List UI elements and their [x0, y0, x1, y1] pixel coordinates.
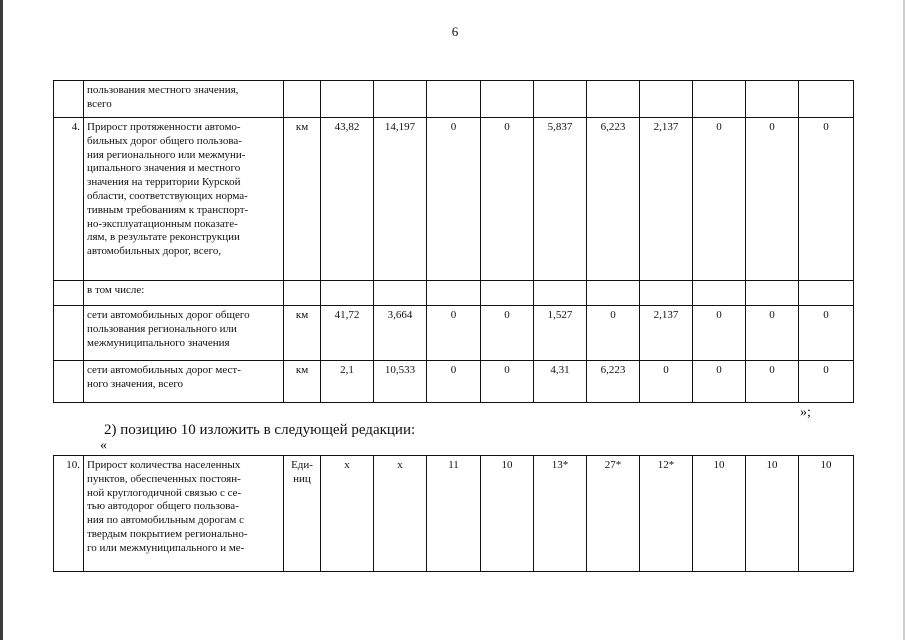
value-cell-line: 2,1	[340, 364, 354, 376]
value-cell-line: 0	[504, 121, 510, 133]
value-cell-line: 6,223	[600, 364, 626, 376]
value-cell	[587, 81, 640, 118]
value-cell-line: х	[344, 459, 350, 471]
value-cell-line: 0	[450, 121, 457, 133]
value-cell-line: 0	[716, 364, 722, 376]
indicator-name	[84, 456, 284, 572]
unit-cell-line: км	[295, 309, 309, 321]
value-cell	[427, 281, 481, 306]
value-cell	[321, 81, 374, 118]
value-cell-line: 6,223	[600, 121, 626, 133]
indicator-name-line: значения на территории Курской	[87, 176, 241, 189]
indicator-name-line: ципального значения и местного	[87, 162, 241, 175]
value-cell-line: 41,72	[334, 309, 360, 321]
value-cell-line: 0	[823, 309, 829, 321]
value-cell	[587, 456, 640, 572]
value-cell	[481, 361, 534, 403]
value-cell-line: 0	[769, 121, 775, 133]
unit-cell	[284, 361, 321, 403]
value-cell	[746, 81, 799, 118]
indicator-name-line: но-эксплуатационным показате-	[87, 217, 238, 230]
unit-cell-line: ниц	[293, 472, 311, 485]
indicator-name-line: всего	[87, 97, 112, 110]
value-cell	[534, 281, 587, 306]
table-row	[54, 118, 854, 281]
value-cell	[321, 118, 374, 281]
value-cell	[427, 456, 481, 572]
value-cell-line: 14,197	[384, 121, 416, 133]
value-cell	[587, 281, 640, 306]
indicators-table-part	[53, 80, 854, 403]
value-cell	[481, 456, 534, 572]
value-cell	[321, 306, 374, 361]
indicator-name-line: сети автомобильных дорог мест-	[87, 364, 241, 376]
indicator-name	[84, 361, 284, 403]
unit-cell	[284, 306, 321, 361]
value-cell	[374, 81, 427, 118]
indicator-name-line: ния регионального или межмуни-	[87, 148, 246, 161]
row-number-line: 10.	[66, 459, 80, 471]
value-cell-line: 10,533	[384, 364, 416, 376]
value-cell	[640, 118, 693, 281]
value-cell-line: 0	[716, 309, 722, 321]
value-cell-line: 10	[713, 459, 725, 471]
value-cell	[374, 306, 427, 361]
indicator-name-line: межмуниципального значения	[87, 336, 230, 349]
unit-cell-line: км	[295, 364, 309, 376]
indicator-name-line: ного значения, всего	[87, 377, 184, 390]
scan-left-edge	[0, 0, 3, 640]
value-cell	[587, 361, 640, 403]
value-cell-line: 10	[501, 459, 513, 471]
value-cell	[693, 118, 746, 281]
value-cell	[640, 281, 693, 306]
table-row	[54, 361, 854, 403]
value-cell	[746, 306, 799, 361]
indicator-name-line: тивным требованиям к транспорт-	[87, 203, 249, 216]
indicator-name	[84, 81, 284, 118]
value-cell	[640, 306, 693, 361]
value-cell	[481, 118, 534, 281]
value-cell-line: 0	[663, 364, 669, 376]
value-cell	[799, 281, 854, 306]
value-cell	[587, 118, 640, 281]
indicator-name-line: пунктов, обеспеченных постоян-	[87, 472, 241, 485]
value-cell	[481, 281, 534, 306]
value-cell	[799, 456, 854, 572]
value-cell-line: 2,137	[653, 309, 679, 321]
value-cell	[427, 81, 481, 118]
value-cell-line: 1,527	[547, 309, 573, 321]
indicator-name-line: Прирост протяженности автомо-	[87, 121, 241, 133]
row-number	[54, 361, 84, 403]
indicator-name-line: бильных дорог общего пользова-	[87, 134, 242, 147]
value-cell-line: 43,82	[334, 121, 360, 133]
table-row	[54, 81, 854, 118]
indicator-name-line: автомобильных дорог, всего,	[87, 245, 222, 258]
value-cell-line: 27*	[604, 459, 622, 471]
value-cell	[534, 361, 587, 403]
indicator-name-line: тью автодорог общего пользова-	[87, 500, 239, 513]
value-cell-line: 11	[448, 459, 459, 471]
value-cell	[693, 306, 746, 361]
amendment-intro: 2) позицию 10 изложить в следующей редакции:	[104, 422, 416, 438]
value-cell-line: 0	[504, 364, 510, 376]
closing-quote: »;	[800, 405, 811, 420]
value-cell	[693, 281, 746, 306]
table-row	[54, 456, 854, 572]
value-cell	[693, 456, 746, 572]
value-cell	[481, 306, 534, 361]
value-cell	[374, 456, 427, 572]
value-cell	[640, 361, 693, 403]
value-cell	[693, 361, 746, 403]
value-cell	[746, 118, 799, 281]
value-cell-line: 0	[610, 309, 616, 321]
indicator-name	[84, 306, 284, 361]
value-cell	[799, 306, 854, 361]
unit-cell-line: Еди-	[291, 459, 313, 471]
indicator-name-line: ния по автомобильным дорогам с	[87, 514, 244, 527]
unit-cell	[284, 81, 321, 118]
table1-body	[54, 81, 854, 403]
value-cell-line: 0	[716, 121, 722, 133]
unit-cell-line: км	[295, 121, 309, 133]
value-cell-line: 0	[823, 364, 829, 376]
value-cell	[481, 81, 534, 118]
value-cell	[427, 306, 481, 361]
opening-quote: «	[100, 438, 107, 453]
value-cell-line: х	[397, 459, 403, 471]
value-cell	[534, 118, 587, 281]
value-cell-line: 5,837	[547, 121, 573, 133]
indicator-name-line: пользования регионального или	[87, 322, 237, 335]
value-cell-line: 0	[769, 364, 775, 376]
table-row	[54, 306, 854, 361]
value-cell	[799, 361, 854, 403]
value-cell-line: 10	[766, 459, 778, 471]
value-cell	[534, 456, 587, 572]
value-cell-line: 0	[823, 121, 829, 133]
indicator-name-line: сети автомобильных дорог общего	[87, 309, 250, 321]
value-cell	[534, 81, 587, 118]
value-cell	[321, 361, 374, 403]
value-cell	[374, 118, 427, 281]
row-number	[54, 281, 84, 306]
unit-cell	[284, 281, 321, 306]
unit-cell	[284, 456, 321, 572]
value-cell-line: 10	[820, 459, 832, 471]
value-cell-line: 4,31	[550, 364, 570, 376]
value-cell	[587, 306, 640, 361]
indicator-name	[84, 118, 284, 281]
row-number	[54, 118, 84, 281]
value-cell-line: 13*	[551, 459, 569, 471]
value-cell	[693, 81, 746, 118]
value-cell	[534, 306, 587, 361]
value-cell	[746, 456, 799, 572]
indicator-name-line: области, соответствующих норма-	[87, 189, 248, 202]
table2-body	[54, 456, 854, 572]
indicator-name	[84, 281, 284, 306]
value-cell	[427, 118, 481, 281]
value-cell-line: 0	[769, 309, 775, 321]
value-cell	[374, 361, 427, 403]
indicator-name-line: лям, в результате реконструкции	[87, 231, 240, 244]
value-cell-line: 2,137	[653, 121, 679, 133]
value-cell-line: 0	[450, 364, 457, 376]
indicator-name-line: Прирост количества населенных	[87, 459, 241, 471]
value-cell-line: 0	[504, 309, 510, 321]
row-number	[54, 81, 84, 118]
value-cell	[374, 281, 427, 306]
value-cell-line: 0	[450, 309, 457, 321]
indicator-name-line: твердым покрытием регионально-	[87, 527, 248, 540]
value-cell	[640, 81, 693, 118]
value-cell-line: 3,664	[387, 309, 413, 321]
position-10-table	[53, 455, 854, 572]
value-cell	[799, 118, 854, 281]
unit-cell	[284, 118, 321, 281]
indicator-name-line: ной круглогодичной связью с се-	[87, 486, 242, 499]
value-cell	[321, 456, 374, 572]
table-row	[54, 281, 854, 306]
value-cell	[427, 361, 481, 403]
row-number-line: 4.	[71, 121, 80, 133]
value-cell	[640, 456, 693, 572]
value-cell-line: 12*	[657, 459, 675, 471]
indicator-name-line: го или межмуниципального и ме-	[87, 541, 245, 554]
indicator-name-line: пользования местного значения,	[87, 84, 239, 96]
page-number: 6	[451, 24, 459, 39]
indicator-name-line: в том числе:	[87, 284, 145, 296]
value-cell	[799, 81, 854, 118]
row-number	[54, 306, 84, 361]
value-cell	[746, 361, 799, 403]
value-cell	[321, 281, 374, 306]
value-cell	[746, 281, 799, 306]
row-number	[54, 456, 84, 572]
